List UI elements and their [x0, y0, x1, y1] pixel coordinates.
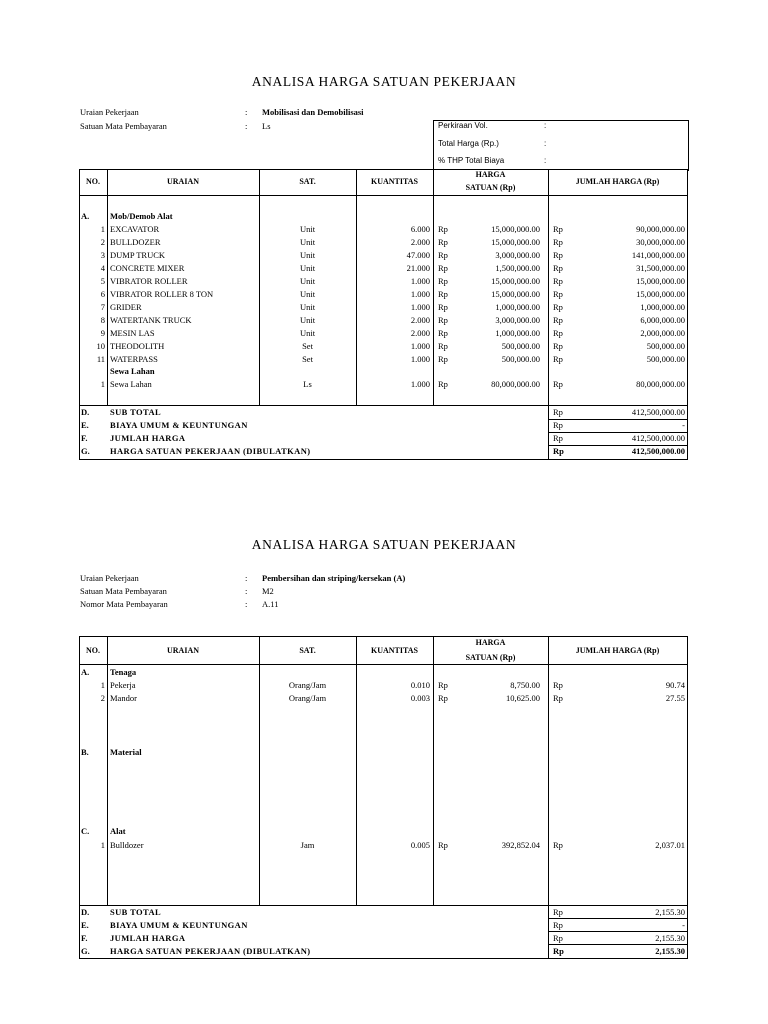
row-kuantitas: 1.000 [410, 379, 430, 389]
row-rp: Rp [553, 289, 563, 299]
row-uraian: Sewa Lahan [110, 379, 152, 389]
row-jumlah: 141,000,000.00 [631, 250, 685, 260]
row-kuantitas: 0.010 [410, 680, 430, 690]
sheet2-info-label: Uraian Pekerjaan [80, 573, 139, 583]
rule [79, 664, 688, 665]
rule [79, 459, 688, 460]
sheet1-info-value: Ls [262, 121, 271, 131]
row-sat: Unit [299, 263, 316, 273]
rule [79, 169, 688, 170]
sheet1-info-colon: : [245, 107, 248, 117]
row-harga: 1,000,000.00 [495, 328, 540, 338]
row-harga: 15,000,000.00 [491, 289, 540, 299]
row-no: 11 [96, 354, 105, 364]
section-no: A. [81, 211, 90, 221]
total-label: JUMLAH HARGA [110, 433, 186, 443]
row-rp: Rp [438, 328, 448, 338]
row-sat: Set [302, 341, 313, 351]
sheet2-info-label: Nomor Mata Pembayaran [80, 599, 168, 609]
sheet2-info-value: M2 [262, 586, 274, 596]
total-label: SUB TOTAL [110, 407, 162, 417]
header-harga: HARGA [475, 638, 506, 647]
rule [356, 169, 357, 405]
total-value: 412,500,000.00 [631, 433, 685, 443]
row-no: 3 [100, 250, 105, 260]
total-rp: Rp [553, 446, 564, 456]
sheet2-info-colon: : [245, 573, 248, 583]
sheet1-info-value: Mobilisasi dan Demobilisasi [262, 107, 364, 117]
row-uraian: EXCAVATOR [110, 224, 160, 234]
row-rp: Rp [553, 315, 563, 325]
rule [548, 169, 549, 459]
row-no: 9 [100, 328, 105, 338]
row-uraian: MESIN LAS [110, 328, 155, 338]
row-sat: Unit [299, 237, 316, 247]
rule [107, 169, 108, 405]
total-code: F. [81, 933, 88, 943]
row-kuantitas: 1.000 [410, 289, 430, 299]
header-harga: HARGA [475, 170, 506, 179]
total-code: F. [81, 433, 88, 443]
rule [433, 636, 434, 905]
row-no: 1 [100, 379, 105, 389]
row-harga: 500,000.00 [501, 354, 540, 364]
row-sat: Unit [299, 224, 316, 234]
total-value: 2,155.30 [655, 946, 685, 956]
row-rp: Rp [438, 263, 448, 273]
row-no: 7 [100, 302, 105, 312]
row-rp: Rp [553, 263, 563, 273]
header-kuantitas: KUANTITAS [371, 177, 418, 186]
row-uraian: BULLDOZER [110, 237, 161, 247]
row-harga: 1,500,000.00 [495, 263, 540, 273]
row-rp: Rp [438, 224, 448, 234]
row-jumlah: 15,000,000.00 [636, 276, 685, 286]
row-harga: 3,000,000.00 [495, 315, 540, 325]
rule [79, 636, 688, 637]
total-label: HARGA SATUAN PEKERJAAN (DIBULATKAN) [110, 446, 311, 456]
row-jumlah: 1,000,000.00 [640, 302, 685, 312]
row-kuantitas: 2.000 [410, 315, 430, 325]
row-rp: Rp [438, 693, 448, 703]
row-kuantitas: 1.000 [410, 302, 430, 312]
row-rp: Rp [553, 354, 563, 364]
row-uraian: CONCRETE MIXER [110, 263, 185, 273]
summary-label: Total Harga (Rp.) [438, 139, 499, 148]
total-label: JUMLAH HARGA [110, 933, 186, 943]
header-harga-satuan: SATUAN (Rp) [465, 653, 516, 662]
row-jumlah: 80,000,000.00 [636, 379, 685, 389]
row-kuantitas: 1.000 [410, 341, 430, 351]
row-no: 5 [100, 276, 105, 286]
row-rp: Rp [553, 250, 563, 260]
section-no: A. [81, 667, 90, 677]
row-kuantitas: 6.000 [410, 224, 430, 234]
row-rp: Rp [553, 302, 563, 312]
row-uraian: Mandor [110, 693, 137, 703]
row-harga: 3,000,000.00 [495, 250, 540, 260]
rule [356, 636, 357, 905]
total-code: E. [81, 420, 89, 430]
sheet1-title: ANALISA HARGA SATUAN PEKERJAAN [251, 74, 517, 89]
row-no: 2 [100, 693, 105, 703]
row-rp: Rp [438, 341, 448, 351]
row-sat: Jam [300, 840, 315, 850]
row-rp: Rp [438, 302, 448, 312]
sheet1-info-label: Satuan Mata Pembayaran [80, 121, 167, 131]
row-no: 4 [100, 263, 105, 273]
rule [107, 636, 108, 905]
row-harga: 392,852.04 [501, 840, 540, 850]
row-rp: Rp [438, 840, 448, 850]
row-uraian: WATERPASS [110, 354, 158, 364]
row-kuantitas: 2.000 [410, 328, 430, 338]
header-sat: SAT. [299, 646, 316, 655]
rule [687, 636, 688, 958]
row-harga: 10,625.00 [506, 693, 540, 703]
row-rp: Rp [438, 315, 448, 325]
total-value: 2,155.30 [655, 933, 685, 943]
row-uraian: Pekerja [110, 680, 136, 690]
subsection-label: Sewa Lahan [110, 366, 155, 376]
summary-colon: : [544, 139, 547, 148]
row-sat: Orang/Jam [288, 693, 327, 703]
row-no: 6 [100, 289, 105, 299]
row-kuantitas: 0.003 [410, 693, 430, 703]
rule [433, 169, 434, 405]
sheet2-title: ANALISA HARGA SATUAN PEKERJAAN [251, 537, 517, 552]
row-sat: Unit [299, 289, 316, 299]
sheet2-info-value: A.11 [262, 599, 279, 609]
row-jumlah: 31,500,000.00 [636, 263, 685, 273]
row-harga: 8,750.00 [510, 680, 540, 690]
header-uraian: URAIAN [167, 177, 199, 186]
row-jumlah: 2,000,000.00 [640, 328, 685, 338]
row-sat: Unit [299, 250, 316, 260]
row-sat: Unit [299, 276, 316, 286]
total-label: SUB TOTAL [110, 907, 162, 917]
row-uraian: Bulldozer [110, 840, 144, 850]
rule [259, 636, 260, 905]
row-uraian: WATERTANK TRUCK [110, 315, 192, 325]
total-rp: Rp [553, 420, 563, 430]
total-value: - [682, 920, 685, 930]
header-sat: SAT. [299, 177, 316, 186]
total-code: E. [81, 920, 89, 930]
total-code: G. [81, 946, 90, 956]
total-rp: Rp [553, 433, 563, 443]
row-rp: Rp [553, 328, 563, 338]
sheet1-info-colon: : [245, 121, 248, 131]
summary-colon: : [544, 121, 547, 130]
row-harga: 500,000.00 [501, 341, 540, 351]
row-jumlah: 500,000.00 [646, 354, 685, 364]
rule [548, 636, 549, 958]
row-kuantitas: 47.000 [406, 250, 430, 260]
row-sat: Orang/Jam [288, 680, 327, 690]
row-rp: Rp [438, 289, 448, 299]
row-sat: Unit [299, 302, 316, 312]
summary-label: Perkiraan Vol. [438, 121, 488, 130]
total-code: D. [81, 907, 90, 917]
row-jumlah: 6,000,000.00 [640, 315, 685, 325]
header-kuantitas: KUANTITAS [371, 646, 418, 655]
header-jumlah: JUMLAH HARGA (Rp) [575, 646, 660, 655]
total-label: HARGA SATUAN PEKERJAAN (DIBULATKAN) [110, 946, 311, 956]
row-sat: Unit [299, 328, 316, 338]
row-kuantitas: 1.000 [410, 354, 430, 364]
total-rp: Rp [553, 407, 563, 417]
row-sat: Set [302, 354, 313, 364]
row-jumlah: 2,037.01 [655, 840, 685, 850]
row-rp: Rp [553, 693, 563, 703]
row-harga: 1,000,000.00 [495, 302, 540, 312]
header-uraian: URAIAN [167, 646, 199, 655]
row-harga: 15,000,000.00 [491, 276, 540, 286]
row-rp: Rp [438, 276, 448, 286]
row-harga: 80,000,000.00 [491, 379, 540, 389]
row-jumlah: 27.55 [665, 693, 685, 703]
row-jumlah: 15,000,000.00 [636, 289, 685, 299]
row-rp: Rp [438, 379, 448, 389]
header-no: NO. [86, 177, 100, 186]
total-value: 412,500,000.00 [631, 407, 685, 417]
section-label: Mob/Demob Alat [110, 211, 173, 221]
sheet2-info-label: Satuan Mata Pembayaran [80, 586, 167, 596]
row-kuantitas: 0.005 [410, 840, 430, 850]
row-uraian: VIBRATOR ROLLER [110, 276, 188, 286]
row-harga: 15,000,000.00 [491, 237, 540, 247]
section-label: Tenaga [110, 667, 137, 677]
row-kuantitas: 2.000 [410, 237, 430, 247]
row-sat: Ls [303, 379, 312, 389]
row-rp: Rp [438, 680, 448, 690]
total-label: BIAYA UMUM & KEUNTUNGAN [110, 920, 248, 930]
row-rp: Rp [553, 237, 563, 247]
rule [79, 958, 688, 959]
row-rp: Rp [553, 840, 563, 850]
row-uraian: VIBRATOR ROLLER 8 TON [110, 289, 214, 299]
section-label: Alat [110, 826, 126, 836]
rule [79, 195, 688, 196]
section-no: B. [81, 747, 89, 757]
row-rp: Rp [553, 680, 563, 690]
rule [259, 169, 260, 405]
row-rp: Rp [438, 237, 448, 247]
row-jumlah: 90.74 [665, 680, 685, 690]
row-no: 2 [100, 237, 105, 247]
total-label: BIAYA UMUM & KEUNTUNGAN [110, 420, 248, 430]
summary-label: % THP Total Biaya [438, 156, 505, 165]
row-rp: Rp [553, 341, 563, 351]
row-jumlah: 30,000,000.00 [636, 237, 685, 247]
total-rp: Rp [553, 946, 564, 956]
rule [79, 169, 80, 459]
total-code: D. [81, 407, 90, 417]
row-no: 1 [100, 840, 105, 850]
total-rp: Rp [553, 907, 563, 917]
row-rp: Rp [553, 224, 563, 234]
row-sat: Unit [299, 315, 316, 325]
row-harga: 15,000,000.00 [491, 224, 540, 234]
row-rp: Rp [553, 276, 563, 286]
rule [79, 636, 80, 958]
row-rp: Rp [553, 379, 563, 389]
header-no: NO. [86, 646, 100, 655]
row-no: 8 [100, 315, 105, 325]
total-rp: Rp [553, 920, 563, 930]
total-code: G. [81, 446, 90, 456]
header-jumlah: JUMLAH HARGA (Rp) [575, 177, 660, 186]
sheet2-info-value: Pembersihan dan striping/kersekan (A) [262, 573, 406, 583]
row-jumlah: 500,000.00 [646, 341, 685, 351]
row-kuantitas: 21.000 [406, 263, 430, 273]
section-label: Material [110, 747, 142, 757]
row-rp: Rp [438, 354, 448, 364]
summary-colon: : [544, 156, 547, 165]
header-harga-satuan: SATUAN (Rp) [465, 183, 516, 192]
sheet1-info-label: Uraian Pekerjaan [80, 107, 139, 117]
row-no: 1 [100, 680, 105, 690]
total-value: 2,155.30 [655, 907, 685, 917]
total-value: 412,500,000.00 [631, 446, 685, 456]
section-no: C. [81, 826, 90, 836]
total-value: - [682, 420, 685, 430]
row-uraian: GRIDER [110, 302, 142, 312]
rule [687, 169, 688, 459]
row-jumlah: 90,000,000.00 [636, 224, 685, 234]
total-rp: Rp [553, 933, 563, 943]
row-uraian: THEODOLITH [110, 341, 165, 351]
row-rp: Rp [438, 250, 448, 260]
row-kuantitas: 1.000 [410, 276, 430, 286]
row-uraian: DUMP TRUCK [110, 250, 166, 260]
row-no: 10 [96, 341, 105, 351]
row-no: 1 [100, 224, 105, 234]
sheet2-info-colon: : [245, 599, 248, 609]
sheet2-info-colon: : [245, 586, 248, 596]
